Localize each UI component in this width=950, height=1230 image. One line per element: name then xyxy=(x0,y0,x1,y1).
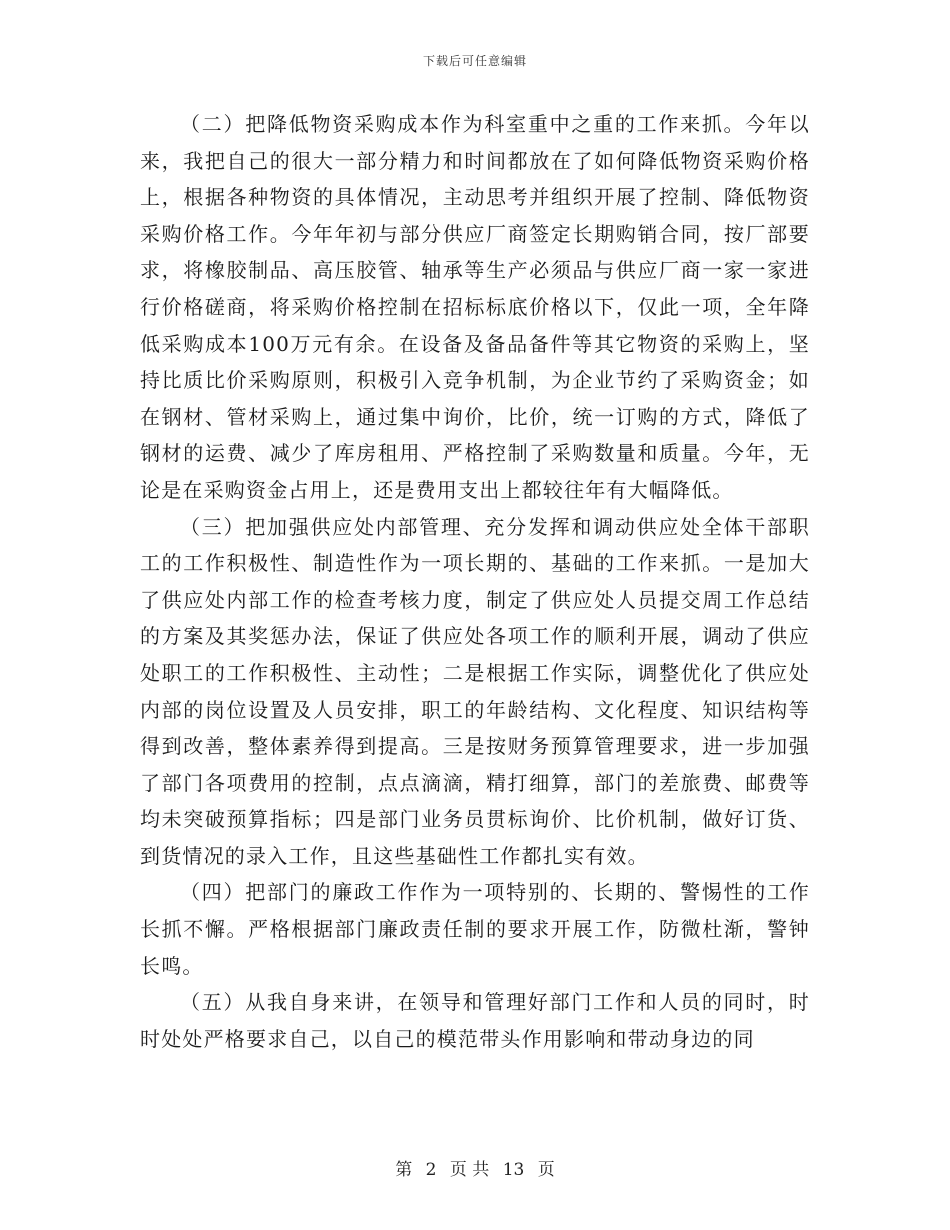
footer-suffix: 页 xyxy=(537,1160,555,1180)
paragraph-3: （三）把加强供应处内部管理、充分发挥和调动供应处全体干部职工的工作积极性、制造性作为一项长期的、基础的工作来抓。一是加大了供应处内部工作的检查考核力度，制定了供应处人员提交周工作总结的方案及其奖惩办法，保证了供应处各项工作的顺利开展，调动了供应处职工的工作积极性、主动性；二是根据工作实际，调整优化了供应处内部的岗位设置及人员安排，职工的年龄结构、文化程度、知识结构等得到改善，整体素养得到提高。三是按财务预算管理要求，进一步加强了部门各项费用的控制，点点滴滴，精打细算，部门的差旅费、邮费等均未突破预算指标；四是部门业务员贯标询价、比价机制，做好订货、到货情况的录入工作，且这些基础性工作都扎实有效。 xyxy=(140,514,810,868)
footer-middle: 页 共 xyxy=(449,1160,490,1180)
page-footer xyxy=(0,1155,950,1180)
paragraph-4: （四）把部门的廉政工作作为一项特别的、长期的、警惕性的工作长抓不懈。严格根据部门廉政责任制的要求开展工作，防微杜渐，警钟长鸣。 xyxy=(140,880,810,978)
page-header: 下载后可任意编辑 xyxy=(422,54,527,68)
paragraph-2: （二）把降低物资采购成本作为科室重中之重的工作来抓。今年以来，我把自己的很大一部分精力和时间都放在了如何降低物资采购价格上，根据各种物资的具体情况，主动思考并组织开展了控制、降低物资采购价格工作。今年年初与部分供应厂商签定长期购销合同，按厂部要求，将橡胶制品、高压胶管、轴承等生产必须品与供应厂商一家一家进行价格磋商，将采购价格控制在招标标底价格以下，仅此一项，全年降低采购成本100万元有余。在设备及备品备件等其它物资的采购上，坚持比质比价采购原则，积极引入竞争机制，为企业节约了采购资金；如在钢材、管材采购上，通过集中询价，比价，统一订购的方式，降低了钢材的运费、减少了库房租用、严格控制了采购数量和质量。今年，无论是在采购资金占用上，还是费用支出上都较往年有大幅降低。 xyxy=(140,112,810,502)
footer-prefix: 第 xyxy=(395,1160,413,1180)
document-body xyxy=(140,106,810,1057)
footer-total-pages: 13 xyxy=(502,1160,525,1180)
paragraph-5: （五）从我自身来讲，在领导和管理好部门工作和人员的同时，时时处处严格要求自己，以自己的模范带头作用影响和带动身边的同 xyxy=(140,990,810,1051)
footer-current-page: 2 xyxy=(425,1160,437,1180)
